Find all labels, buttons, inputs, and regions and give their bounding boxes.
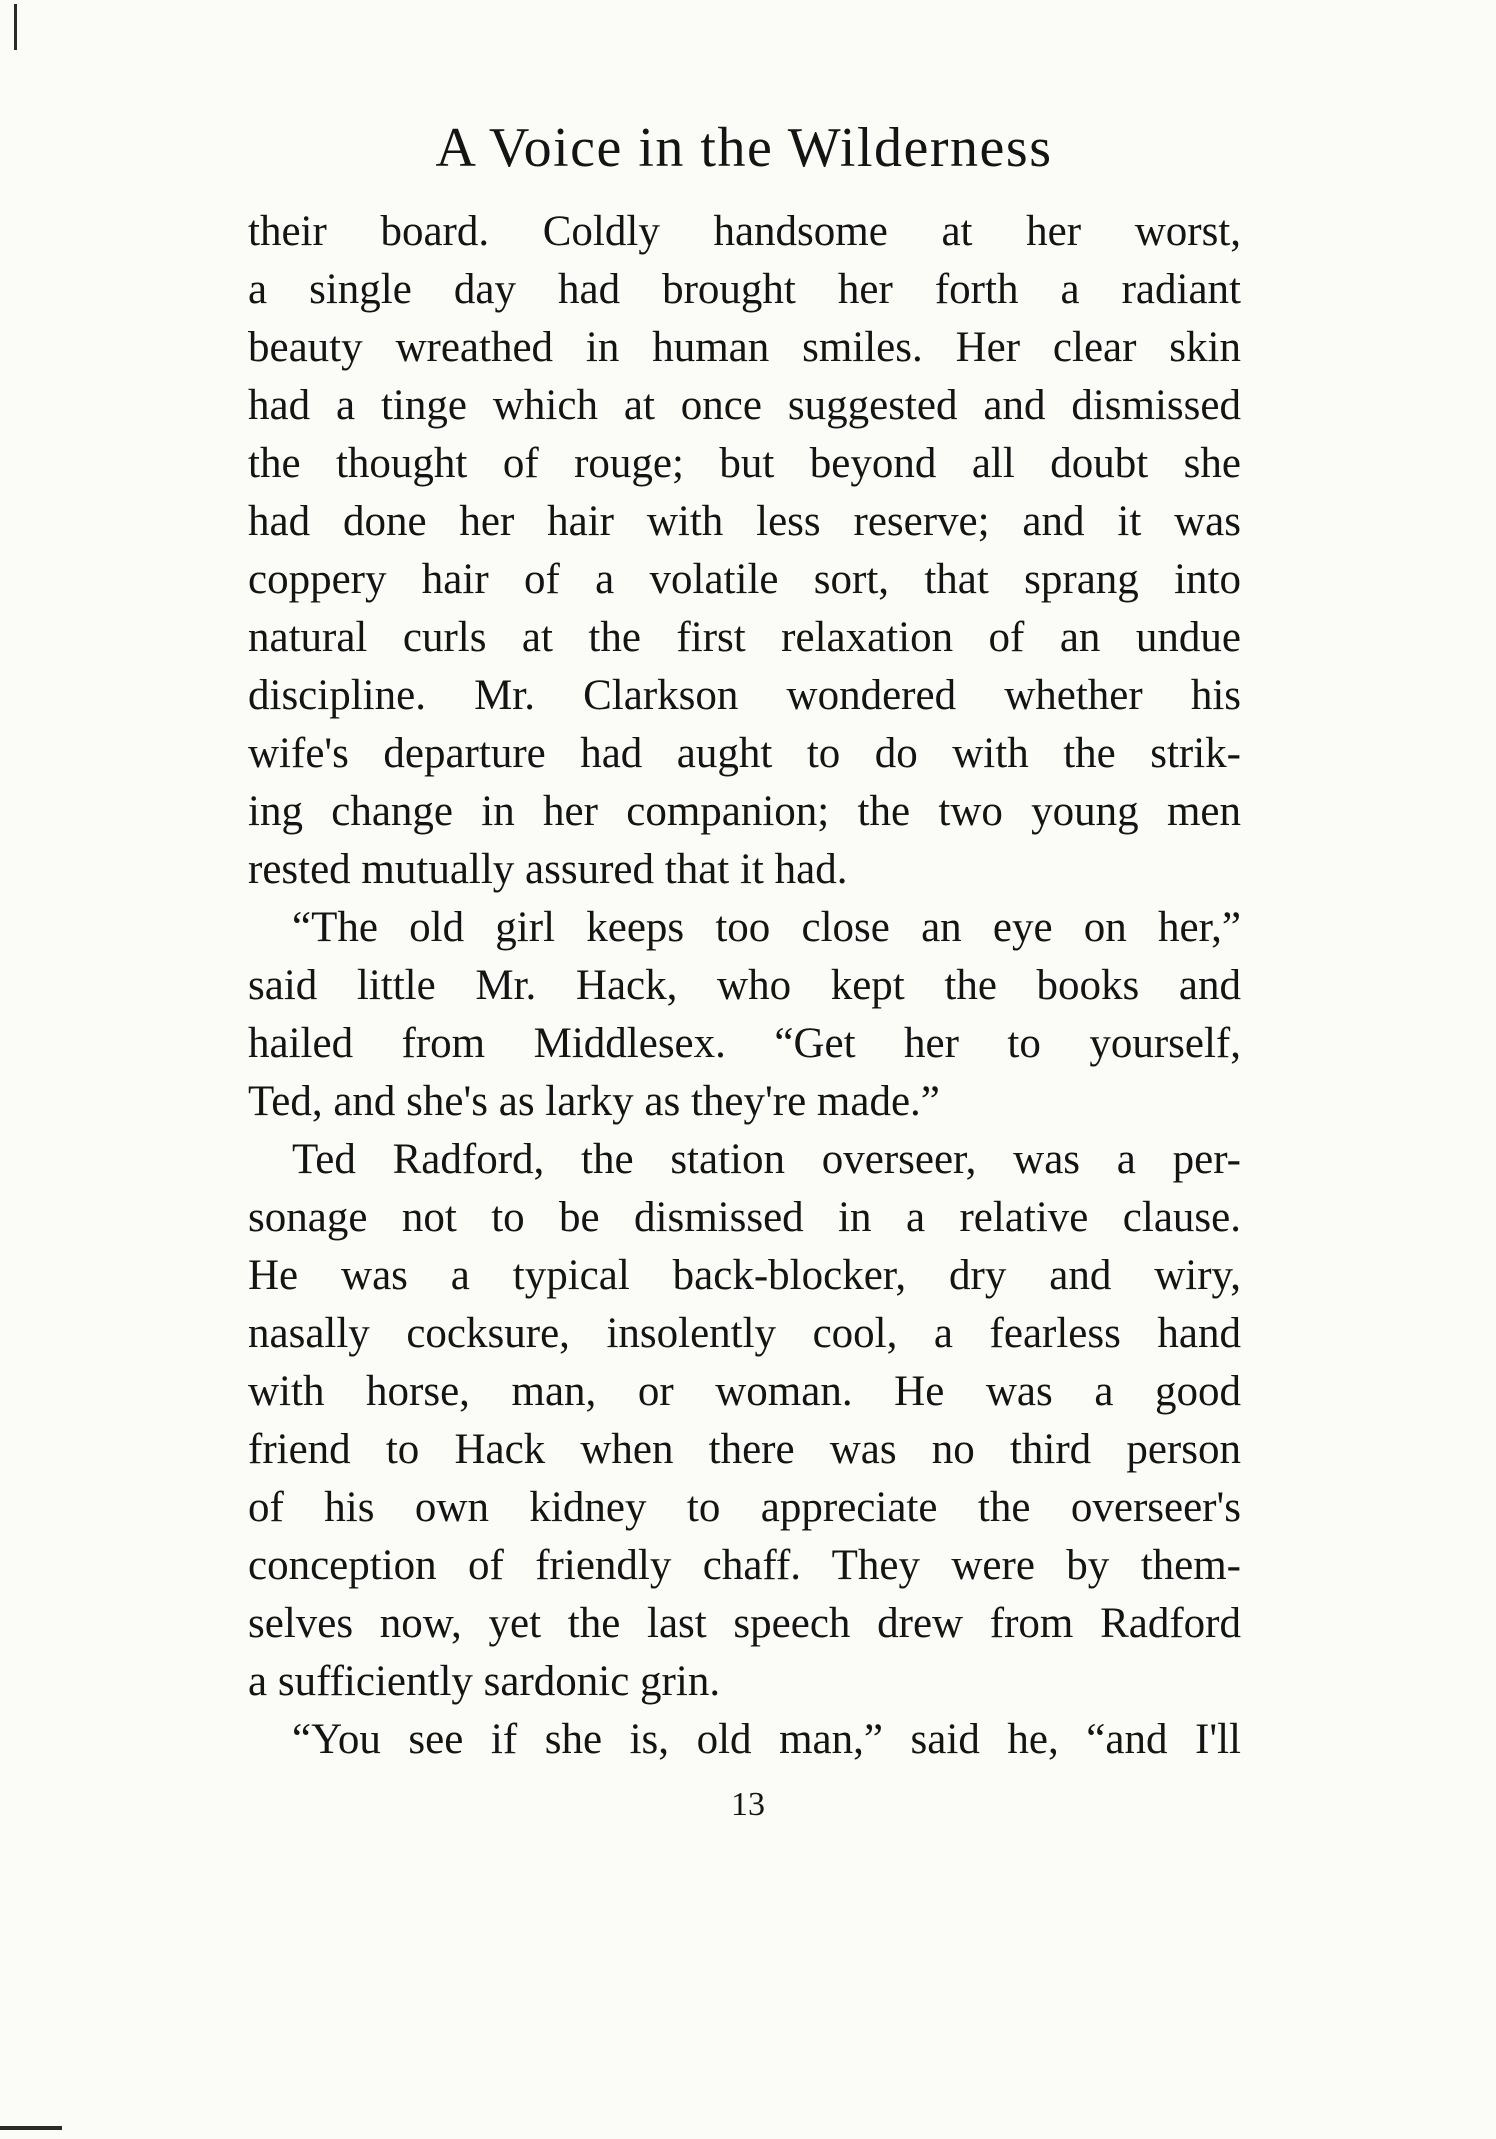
text-line: ing change in her companion; the two young men <box>248 788 1241 835</box>
text-line: wife's departure had aught to do with the strik- <box>248 730 1241 777</box>
text-line: a single day had brought her forth a radiant <box>248 266 1241 313</box>
text-line: Ted, and she's as larky as they're made.” <box>248 1078 940 1125</box>
page-number: 13 <box>731 1786 765 1823</box>
text-line: “You see if she is, old man,” said he, “and I'll <box>292 1716 1241 1763</box>
running-head: A Voice in the Wilderness <box>435 117 1053 179</box>
text-line: conception of friendly chaff. They were by them- <box>248 1542 1241 1589</box>
text-line: sonage not to be dismissed in a relative clause. <box>248 1194 1241 1241</box>
text-line: natural curls at the first relaxation of an undue <box>248 614 1241 661</box>
text-line: of his own kidney to appreciate the overseer's <box>248 1484 1241 1531</box>
scan-edge-mark <box>14 4 17 50</box>
text-line: the thought of rouge; but beyond all doubt she <box>248 440 1241 487</box>
text-line: beauty wreathed in human smiles. Her clear skin <box>248 324 1241 371</box>
text-line: Ted Radford, the station overseer, was a per- <box>292 1136 1241 1183</box>
text-line: hailed from Middlesex. “Get her to yourself, <box>248 1020 1241 1067</box>
text-line: discipline. Mr. Clarkson wondered whether his <box>248 672 1241 719</box>
text-line: coppery hair of a volatile sort, that sprang into <box>248 556 1241 603</box>
text-line: had a tinge which at once suggested and dismissed <box>248 382 1241 429</box>
text-line: “The old girl keeps too close an eye on her,” <box>292 904 1241 951</box>
text-line: friend to Hack when there was no third person <box>248 1426 1241 1473</box>
text-line: had done her hair with less reserve; and it was <box>248 498 1241 545</box>
scan-edge-mark <box>0 2126 62 2130</box>
text-line: said little Mr. Hack, who kept the books and <box>248 962 1241 1009</box>
text-line: a sufficiently sardonic grin. <box>248 1658 721 1705</box>
text-line: their board. Coldly handsome at her worst, <box>248 208 1241 255</box>
text-line: nasally cocksure, insolently cool, a fearless hand <box>248 1310 1241 1357</box>
body-text <box>248 203 1241 1769</box>
text-line: He was a typical back-blocker, dry and wiry, <box>248 1252 1241 1299</box>
text-line: selves now, yet the last speech drew from Radford <box>248 1600 1241 1647</box>
text-line: with horse, man, or woman. He was a good <box>248 1368 1241 1415</box>
text-line: rested mutually assured that it had. <box>248 846 848 893</box>
